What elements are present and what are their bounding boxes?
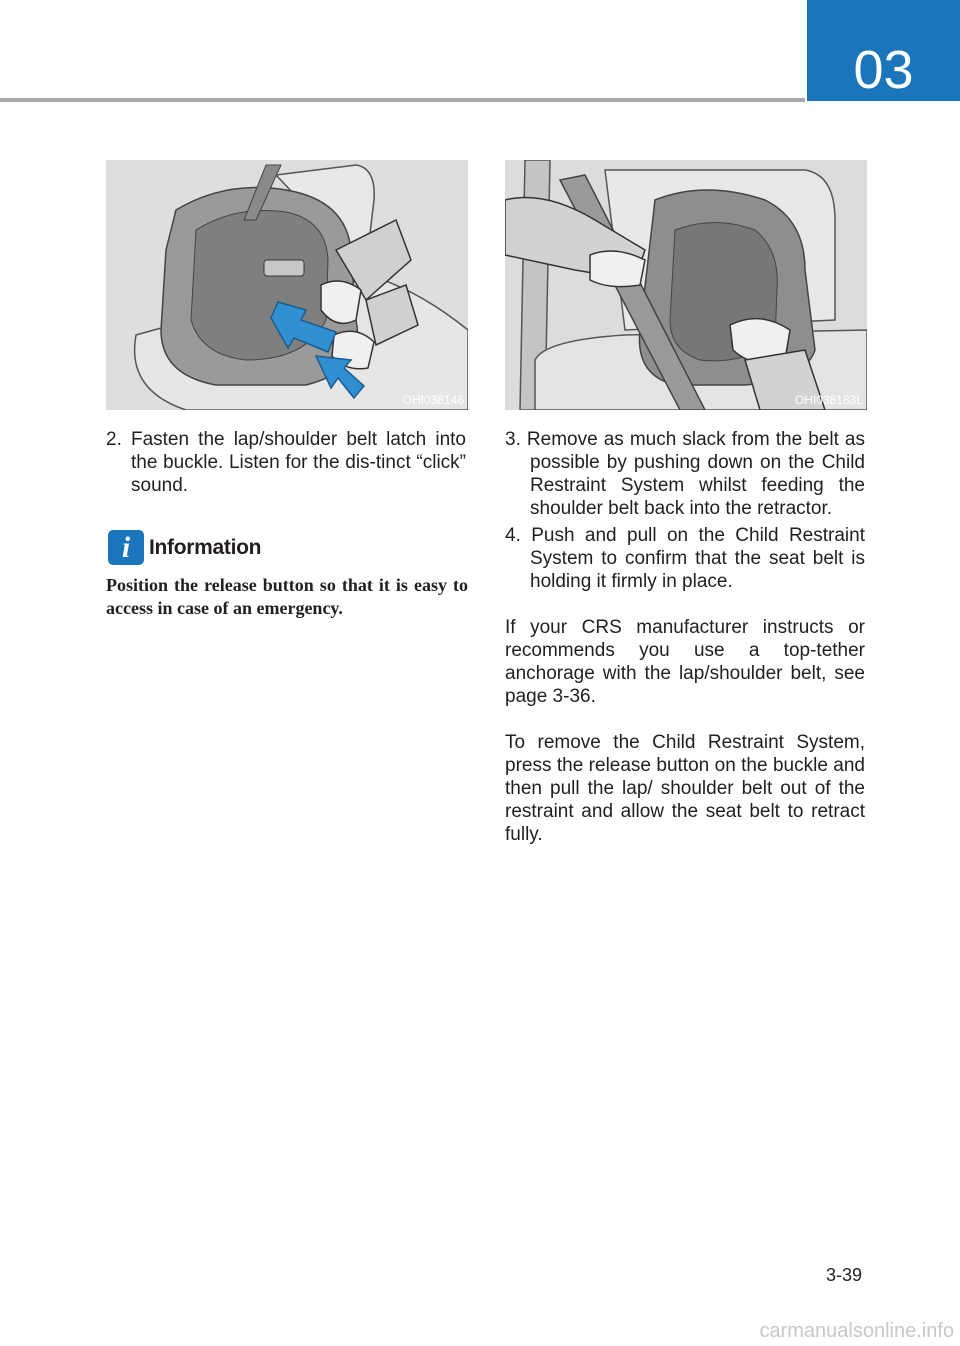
figure-child-seat-slack: [505, 160, 867, 410]
step-3: 3. Remove as much slack from the belt as possible by pushing down on the Child Restraint System whilst feeding the shoulder belt back into the retractor.: [505, 429, 865, 519]
left-column: [106, 428, 466, 497]
information-body: Position the release button so that it is easy to access in case of an emergency.: [106, 575, 468, 618]
figure-code: OHI038146: [402, 393, 464, 407]
tether-paragraph: If your CRS manufacturer instructs or recommends you use a top-tether anchorage with the lap/shoulder belt, see page 3-36.: [505, 617, 865, 707]
info-icon: i: [108, 530, 144, 565]
removal-paragraph: To remove the Child Restraint System, press the release button on the buckle and then pull the lap/ shoulder belt out of the restraint and allow the seat belt to retract fully.: [505, 732, 865, 845]
child-seat-slack-illustration: [505, 160, 867, 410]
figure-code: OHI038183L: [794, 393, 863, 407]
right-column: [505, 428, 865, 846]
page-number: 3-39: [825, 1265, 862, 1285]
step-4: 4. Push and pull on the Child Restraint System to confirm that the seat belt is holding it firmly in place.: [505, 525, 865, 592]
step-2: 2. Fasten the lap/shoulder belt latch into the buckle. Listen for the dis-tinct “click” sound.: [106, 429, 466, 496]
chapter-number: 03: [853, 40, 914, 100]
header-rule: [0, 98, 805, 102]
figure-child-seat-buckle: [106, 160, 468, 410]
information-title: Information: [149, 535, 262, 559]
watermark: carmanualsonline.info: [759, 1320, 954, 1342]
chapter-tab: [807, 0, 960, 101]
information-heading: [108, 530, 261, 565]
child-seat-buckle-illustration: [106, 160, 468, 410]
